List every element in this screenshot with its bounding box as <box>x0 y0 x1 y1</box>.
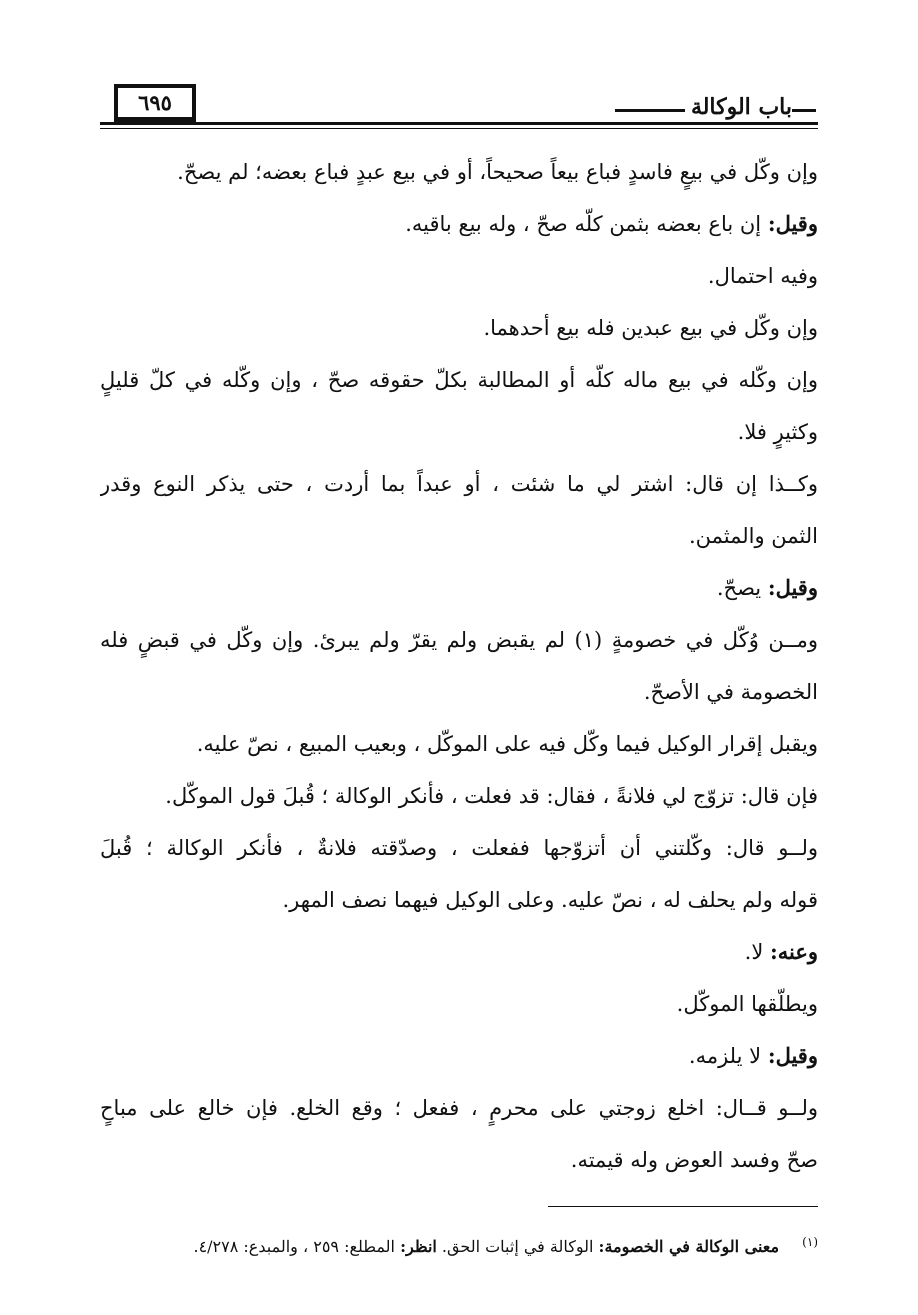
chapter-title-text: باب الوكالة <box>690 94 792 120</box>
header-rule-thin <box>100 128 818 129</box>
text-line <box>100 250 818 302</box>
line-text: ويطلّقها الموكّل. <box>676 992 818 1016</box>
title-ornament-right <box>792 109 816 112</box>
line-label: وقيل: <box>767 211 818 236</box>
line-text: فإن قال: تزوّج لي فلانةً ، فقال: قد فعلت ، فأنكر الوكالة ؛ قُبلَ قول الموكّل. <box>165 784 818 808</box>
footnote <box>100 1222 818 1262</box>
text-line <box>100 562 818 614</box>
text-line <box>100 718 818 770</box>
line-text: وإن وكّل في بيعٍ فاسدٍ فباع بيعاً صحيحاً، أو في بيع عبدٍ فباع بعضه؛ لم يصحّ. <box>177 160 818 184</box>
line-text: وكــذا إن قال: اشتر لي ما شئت ، أو عبداً بما أردت ، حتى يذكر النوع وقدر <box>100 472 818 496</box>
text-line <box>100 770 818 822</box>
text-line <box>100 198 818 250</box>
text-line <box>100 978 818 1030</box>
footnote-see-label: انظر: <box>400 1237 437 1256</box>
text-line <box>100 302 818 354</box>
text-line <box>100 1030 818 1082</box>
footnote-term: معنى الوكالة في الخصومة: <box>598 1237 780 1256</box>
text-line <box>100 614 818 666</box>
line-text: الخصومة في الأصحّ. <box>643 680 818 704</box>
body-text <box>100 146 818 1186</box>
header-rule-thick <box>100 122 818 125</box>
chapter-title <box>615 84 818 120</box>
line-text: ومــن وُكّل في خصومةٍ (١) لم يقبض ولم يقرّ ولم يبرئ. وإن وكّل في قبضٍ فله <box>100 628 818 652</box>
line-text: لا يلزمه. <box>688 1044 768 1068</box>
text-line <box>100 354 818 406</box>
text-line <box>100 510 818 562</box>
footnote-references: المطلع: ٢٥٩ ، والمبدع: ٤/٢٧٨. <box>193 1237 395 1256</box>
text-line <box>100 458 818 510</box>
title-ornament-left <box>615 109 685 112</box>
page-header <box>100 82 818 132</box>
line-text: ويقبل إقرار الوكيل فيما وكّل فيه على الموكّل ، وبعيب المبيع ، نصّ عليه. <box>196 732 818 756</box>
line-text: وكثيرٍ فلا. <box>737 420 818 444</box>
line-text: ولــو قــال: اخلع زوجتي على محرمٍ ، ففعل ؛ وقع الخلع. فإن خالع على مباحٍ <box>100 1096 818 1120</box>
line-text: وإن وكّله في بيع ماله كلّه أو المطالبة بكلّ حقوقه صحّ ، وإن وكّله في كلّ قليلٍ <box>100 368 818 392</box>
text-line <box>100 146 818 198</box>
page-number: ٦٩٥ <box>114 84 196 122</box>
text-line <box>100 406 818 458</box>
line-text: وفيه احتمال. <box>707 264 818 288</box>
footnote-definition: الوكالة في إثبات الحق. <box>436 1237 594 1256</box>
text-line <box>100 822 818 874</box>
line-text: لا. <box>744 940 770 964</box>
line-label: وقيل: <box>767 575 818 600</box>
text-line <box>100 1134 818 1186</box>
line-text: يصحّ. <box>716 576 768 600</box>
line-text: إن باع بعضه بثمن كلّه صحّ ، وله بيع باقيه. <box>405 212 768 236</box>
footnote-marker: (١) <box>802 1235 818 1249</box>
text-line <box>100 1082 818 1134</box>
line-label: وقيل: <box>767 1043 818 1068</box>
line-text: وإن وكّل في بيع عبدين فله بيع أحدهما. <box>483 316 818 340</box>
line-label: وعنه: <box>769 939 818 964</box>
text-line <box>100 926 818 978</box>
line-text: قوله ولم يحلف له ، نصّ عليه. وعلى الوكيل فيهما نصف المهر. <box>282 888 818 912</box>
line-text: الثمن والمثمن. <box>688 524 818 548</box>
line-text: صحّ وفسد العوض وله قيمته. <box>570 1148 818 1172</box>
text-line <box>100 666 818 718</box>
text-line <box>100 874 818 926</box>
footnote-separator <box>548 1206 818 1207</box>
line-text: ولــو قال: وكّلتني أن أتزوّجها ففعلت ، وصدّقته فلانةٌ ، فأنكر الوكالة ؛ قُبلَ <box>100 836 818 860</box>
